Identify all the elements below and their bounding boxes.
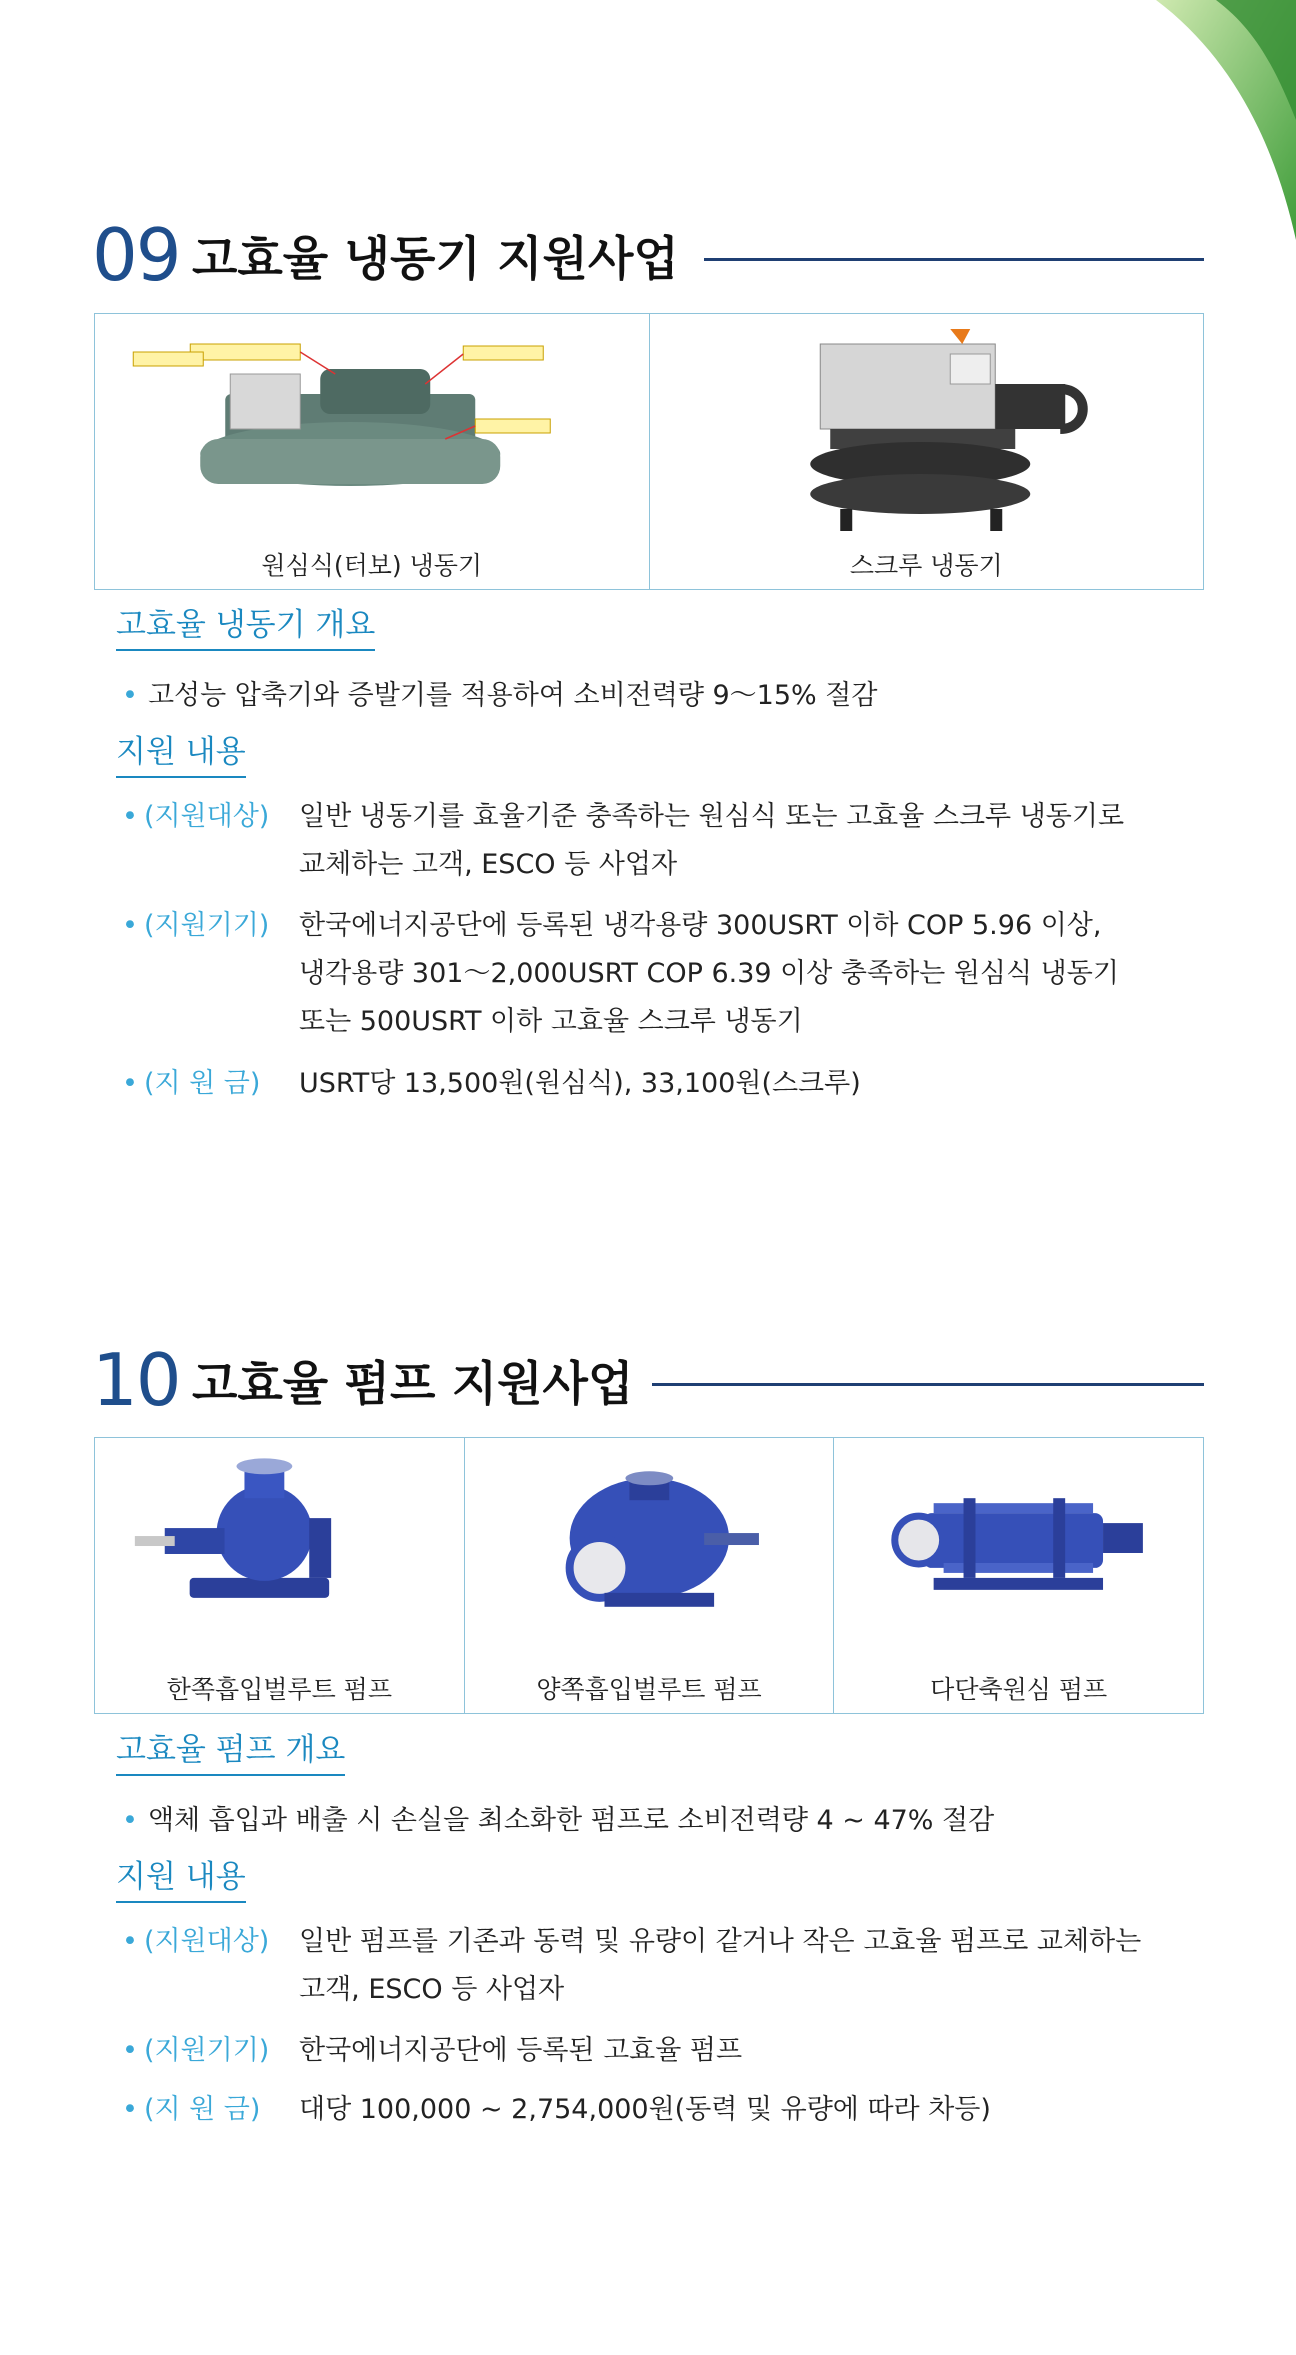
support-item-equipment (122, 902, 1212, 1046)
support-item-equipment (122, 2027, 1212, 2075)
support-item-label: • (지원기기) (122, 910, 270, 941)
photo-cell-end-suction (95, 1438, 465, 1713)
corner-leaf-decoration (1126, 0, 1296, 240)
end-suction-pump-photo (95, 1438, 464, 1663)
overview-heading: 고효율 냉동기 개요 (116, 605, 375, 651)
support-item-label: • (지 원 금) (122, 2094, 261, 2125)
overview-bullet-text: 액체 흡입과 배출 시 손실을 최소화한 펌프로 소비전력량 4 ~ 47% 절감 (147, 1805, 995, 1836)
heading-rule (704, 258, 1204, 261)
section-number: 09 (92, 213, 180, 297)
section-title: 고효율 냉동기 지원사업 (192, 232, 679, 287)
support-item-text: 한국에너지공단에 등록된 고효율 펌프 (299, 2035, 743, 2066)
support-heading: 지원 내용 (116, 732, 246, 778)
support-heading: 지원 내용 (116, 1857, 246, 1903)
section-title: 고효율 펌프 지원사업 (192, 1357, 634, 1412)
support-item-label: • (지원기기) (122, 2035, 270, 2066)
split-case-pump-photo (465, 1438, 834, 1663)
support-item-label: • (지 원 금) (122, 1068, 261, 1099)
photo-caption: 양쪽흡입벌루트 펌프 (536, 1675, 762, 1704)
support-item-amount (122, 2086, 1212, 2134)
section-number: 10 (92, 1338, 180, 1422)
bullet-dot: • (122, 1805, 138, 1836)
photo-cell-multistage (834, 1438, 1203, 1713)
overview-bullet (122, 1797, 994, 1845)
bullet-dot: • (122, 680, 138, 711)
heading-rule (652, 1383, 1204, 1386)
support-item-label: • (지원대상) (122, 1926, 270, 1957)
support-item-amount (122, 1060, 1212, 1108)
photo-caption: 다단축원심 펌프 (930, 1675, 1108, 1704)
screw-chiller-photo (650, 314, 1204, 539)
photo-cell-screw-chiller (650, 314, 1204, 589)
support-item-target (122, 793, 1212, 889)
support-item-text: USRT당 13,500원(원심식), 33,100원(스크루) (299, 1068, 861, 1099)
support-item-target (122, 1918, 1212, 2014)
photo-cell-turbo-chiller (95, 314, 650, 589)
turbo-chiller-photo (95, 314, 649, 539)
section-heading (92, 1330, 1204, 1430)
photo-caption: 원심식(터보) 냉동기 (261, 551, 483, 580)
support-item-text: 대당 100,000 ~ 2,754,000원(동력 및 유량에 따라 차등) (299, 2094, 991, 2125)
support-item-text: 한국에너지공단에 등록된 냉각용량 300USRT 이하 COP 5.96 이상, 냉각용량 301～2,000USRT COP 6.39 이상 충족하는 원심식 냉동기 또는 500USRT 이하 고효율 스크루 냉동기 (299, 910, 1119, 1037)
overview-bullet-text: 고성능 압축기와 증발기를 적용하여 소비전력량 9～15% 절감 (147, 680, 878, 711)
photo-caption: 한쪽흡입벌루트 펌프 (166, 1675, 392, 1704)
photo-frame (94, 1437, 1204, 1714)
overview-heading: 고효율 펌프 개요 (116, 1730, 345, 1776)
support-item-text: 일반 냉동기를 효율기준 충족하는 원심식 또는 고효율 스크루 냉동기로 교체하는 고객, ESCO 등 사업자 (299, 801, 1125, 880)
support-item-label: • (지원대상) (122, 801, 270, 832)
support-item-text: 일반 펌프를 기존과 동력 및 유량이 같거나 작은 고효율 펌프로 교체하는 고객, ESCO 등 사업자 (299, 1926, 1142, 2005)
photo-caption: 스크루 냉동기 (849, 551, 1003, 580)
section-heading (92, 205, 1204, 305)
overview-bullet (122, 672, 877, 720)
multistage-pump-photo (834, 1438, 1203, 1663)
photo-cell-split-case (465, 1438, 835, 1713)
photo-frame (94, 313, 1204, 590)
